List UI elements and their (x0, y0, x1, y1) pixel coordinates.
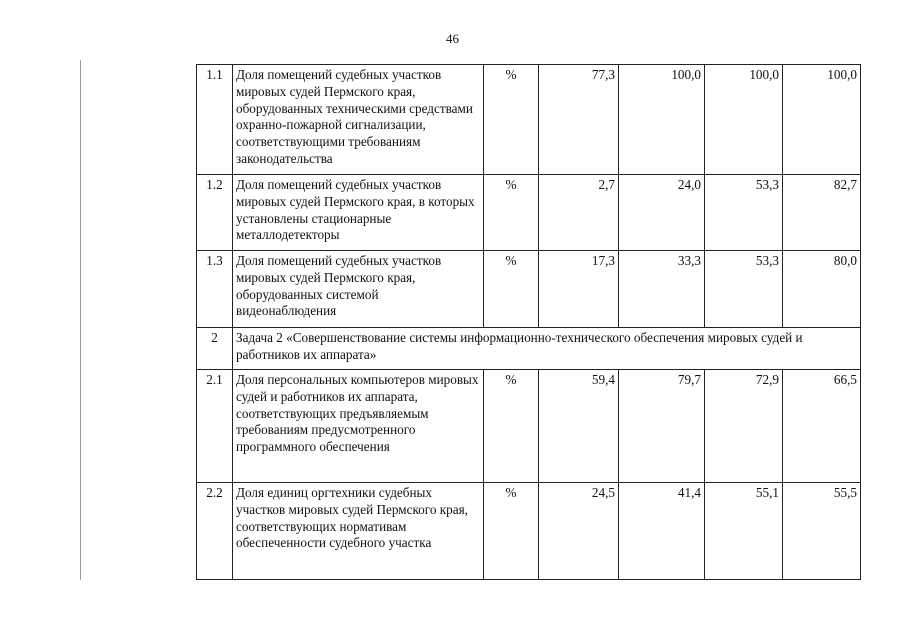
row-number: 2 (197, 328, 233, 370)
value-cell: 80,0 (783, 251, 861, 328)
value-cell: 72,9 (705, 370, 783, 483)
table-row (197, 370, 861, 483)
value-cell: 53,3 (705, 251, 783, 328)
row-number: 1.3 (197, 251, 233, 328)
row-number: 1.2 (197, 175, 233, 251)
indicators-table (196, 64, 861, 580)
indicator-name: Доля единиц оргтехники судебных участков мировых судей Пермского края, соответствующих нормативам обеспеченности судебного участка (233, 483, 484, 580)
value-cell: 55,1 (705, 483, 783, 580)
row-number: 2.2 (197, 483, 233, 580)
value-cell: 53,3 (705, 175, 783, 251)
page-number: 46 (446, 31, 459, 46)
value-cell: 24,0 (619, 175, 705, 251)
table-row (197, 65, 861, 175)
table-row (197, 175, 861, 251)
task-row (197, 328, 861, 370)
unit-cell: % (484, 65, 539, 175)
value-cell: 82,7 (783, 175, 861, 251)
value-cell: 100,0 (783, 65, 861, 175)
row-number: 1.1 (197, 65, 233, 175)
indicator-name: Доля помещений судебных участков мировых судей Пермского края, в которых установлены стационарные металлодетекторы (233, 175, 484, 251)
unit-cell: % (484, 370, 539, 483)
value-cell: 17,3 (539, 251, 619, 328)
unit-cell: % (484, 175, 539, 251)
value-cell: 41,4 (619, 483, 705, 580)
table-row (197, 483, 861, 580)
row-number: 2.1 (197, 370, 233, 483)
value-cell: 100,0 (705, 65, 783, 175)
value-cell: 33,3 (619, 251, 705, 328)
value-cell: 59,4 (539, 370, 619, 483)
indicator-name: Доля помещений судебных участков мировых судей Пермского края, оборудованных техническими средствами охранно-пожарной сигнализации, соответствующими требованиям законодательства (233, 65, 484, 175)
value-cell: 100,0 (619, 65, 705, 175)
value-cell: 77,3 (539, 65, 619, 175)
value-cell: 24,5 (539, 483, 619, 580)
value-cell: 55,5 (783, 483, 861, 580)
indicator-name: Доля персональных компьютеров мировых судей и работников их аппарата, соответствующих предъявляемым требованиям предусмотренного программного обеспечения (233, 370, 484, 483)
page-margin-line (80, 60, 81, 580)
unit-cell: % (484, 483, 539, 580)
unit-cell: % (484, 251, 539, 328)
task-heading: Задача 2 «Совершенствование системы информационно-технического обеспечения мировых судей и работников их аппарата» (233, 328, 861, 370)
value-cell: 66,5 (783, 370, 861, 483)
indicator-name: Доля помещений судебных участков мировых судей Пермского края, оборудованных системой видеонаблюдения (233, 251, 484, 328)
value-cell: 79,7 (619, 370, 705, 483)
value-cell: 2,7 (539, 175, 619, 251)
table-row (197, 251, 861, 328)
